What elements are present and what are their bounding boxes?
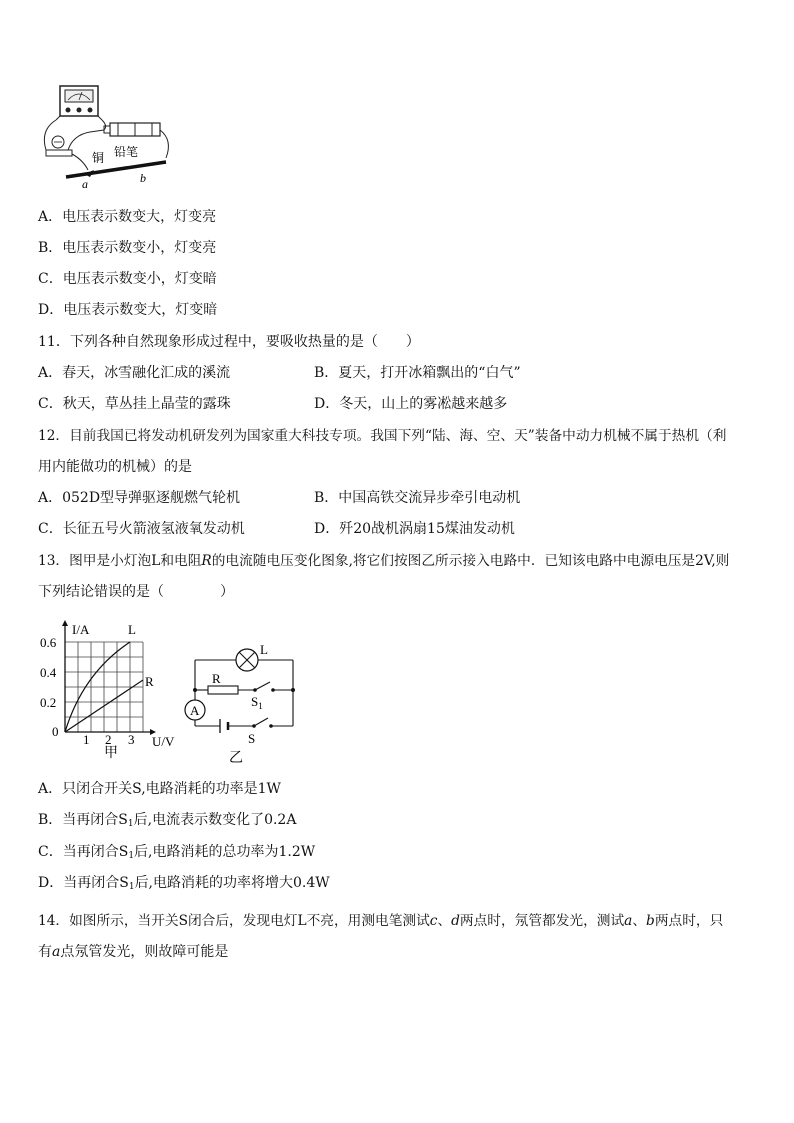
graph-curve-r-label: R bbox=[145, 674, 154, 689]
figure-circuit-b bbox=[178, 640, 303, 770]
q12-option-c: C．长征五号火箭液氢液氧发动机 bbox=[38, 521, 245, 537]
q13-stem-line2: 下列结论错误的是（ ） bbox=[38, 584, 234, 600]
q14-var-c: c bbox=[429, 913, 438, 929]
q14-var-d: d bbox=[451, 913, 460, 929]
opt-text: 后,电流表示数变化了0.2A bbox=[133, 812, 297, 828]
label-a: a bbox=[82, 177, 88, 190]
opt-text: C．当再闭合S bbox=[38, 844, 129, 860]
opt-sub: 1 bbox=[128, 882, 135, 892]
opt-sub: 1 bbox=[128, 851, 135, 861]
q12-stem-line1: 12．目前我国已将发动机研发列为国家重大科技专项。我国下列“陆、海、空、天”装备中动力机械不属于热机（利 bbox=[38, 428, 727, 444]
resistor-label: R bbox=[212, 671, 221, 686]
ammeter-label: A bbox=[190, 703, 200, 718]
q11-option-a: A．春天，冰雪融化汇成的溪流 bbox=[38, 365, 231, 381]
graph-grid bbox=[65, 642, 143, 732]
q13-option-a: A．只闭合开关S,电路消耗的功率是1W bbox=[38, 781, 281, 797]
x-tick-3: 3 bbox=[128, 732, 135, 747]
q11-option-b: B．夏天，打开冰箱飘出的“白气” bbox=[314, 365, 521, 381]
q11-stem: 11．下列各种自然现象形成过程中，要吸收热量的是（ ） bbox=[38, 334, 420, 350]
pencil-lead bbox=[66, 162, 166, 177]
y-tick-0: 0 bbox=[52, 724, 59, 739]
q14-text: 、 bbox=[632, 913, 647, 929]
q11-option-d: D．冬天，山上的雾凇越来越多 bbox=[314, 396, 508, 412]
graph-caption: 甲 bbox=[104, 746, 118, 761]
opt-text: 后,电路消耗的总功率为1.2W bbox=[134, 844, 316, 860]
q14-var-a: a bbox=[52, 944, 61, 960]
graph-xlabel: U/V bbox=[152, 734, 175, 749]
q10-option-b: B．电压表示数变小，灯变亮 bbox=[38, 240, 217, 256]
q10-option-a: A．电压表示数变大，灯变亮 bbox=[38, 209, 217, 225]
q14-text: 14．如图所示，当开关S闭合后，发现电灯L不亮，用测电笔测试 bbox=[38, 913, 430, 929]
q12-stem-line2: 用内能做功的机械）的是 bbox=[38, 459, 192, 475]
q13-option-b bbox=[38, 811, 296, 833]
q13-option-c bbox=[38, 843, 315, 865]
q13-stem-var-r: R bbox=[201, 553, 212, 569]
circuit-caption: 乙 bbox=[229, 751, 243, 766]
lamp-label: L bbox=[260, 642, 268, 657]
opt-text: D．当再闭合S bbox=[38, 875, 129, 891]
q14-text: 两点时，氖管都发光，测试 bbox=[459, 913, 625, 929]
y-tick-0-4: 0.4 bbox=[40, 665, 57, 680]
figure-iu-graph bbox=[38, 618, 188, 766]
q12-option-a: A．052D型导弹驱逐舰燃气轮机 bbox=[38, 490, 241, 506]
graph-curve-l-label: L bbox=[128, 622, 136, 637]
label-pencil: 铅笔 bbox=[114, 145, 139, 159]
resistor-icon bbox=[208, 686, 238, 694]
figure-circuit-pencil bbox=[38, 80, 178, 190]
q13-stem-line1 bbox=[38, 552, 729, 570]
q11-option-c: C．秋天，草丛挂上晶莹的露珠 bbox=[38, 396, 231, 412]
opt-text: 后,电路消耗的功率将增大0.4W bbox=[134, 875, 330, 891]
switch-s-label: S bbox=[248, 731, 256, 746]
switch-s1-label: $S_1$ bbox=[251, 694, 263, 711]
q13-stem-part: 的电流随电压变化图象,将它们按图乙所示接入电路中．已知该电路中电源电压是2V,则 bbox=[211, 553, 730, 569]
y-tick-0-2: 0.2 bbox=[40, 695, 57, 710]
q14-text: 两点时，只 bbox=[654, 913, 724, 929]
opt-sub: 1 bbox=[127, 819, 134, 829]
q13-stem-part: 13．图甲是小灯泡L和电阻 bbox=[38, 553, 202, 569]
q12-option-b: B．中国高铁交流异步牵引电动机 bbox=[314, 490, 521, 506]
opt-text: B．当再闭合S bbox=[38, 812, 128, 828]
q14-line1 bbox=[38, 912, 723, 930]
q14-var-a: a bbox=[624, 913, 633, 929]
label-copper: 铜 bbox=[92, 151, 105, 165]
y-tick-0-6: 0.6 bbox=[40, 635, 57, 650]
q10-option-d: D．电压表示数变大，灯变暗 bbox=[38, 302, 218, 318]
q14-text: 、 bbox=[437, 913, 452, 929]
x-tick-2: 2 bbox=[105, 732, 112, 747]
x-tick-1: 1 bbox=[83, 732, 90, 747]
q10-option-c: C．电压表示数变小，灯变暗 bbox=[38, 271, 217, 287]
bulb-base-icon bbox=[46, 150, 72, 156]
q14-text: 有 bbox=[38, 944, 52, 960]
q13-option-d bbox=[38, 874, 330, 896]
q14-var-b: b bbox=[646, 913, 655, 929]
graph-ylabel: I/A bbox=[72, 622, 90, 637]
q14-text: 点氖管发光，则故障可能是 bbox=[60, 944, 229, 960]
label-b: b bbox=[140, 171, 146, 185]
q12-option-d: D．歼20战机涡扇15煤油发动机 bbox=[314, 521, 515, 537]
q14-line2 bbox=[38, 943, 228, 961]
